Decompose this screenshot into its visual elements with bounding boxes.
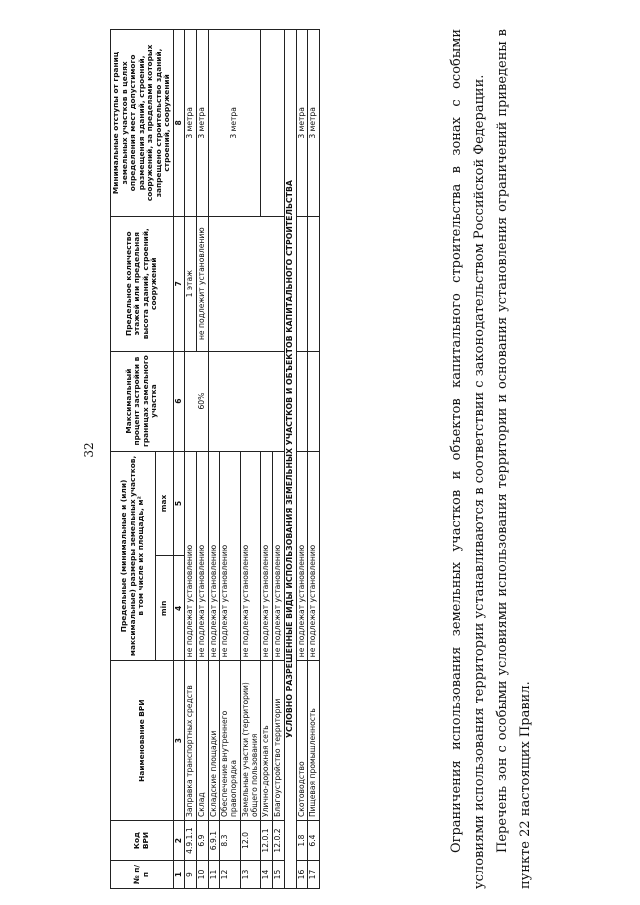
row-code: 12.0.2 [273, 821, 285, 861]
empty-cell [296, 351, 308, 451]
row-floors: 1 этаж [185, 216, 197, 351]
row-name: Складские площадки [208, 661, 220, 821]
row-size: не подлежат установлению [208, 451, 220, 661]
row-size: не подлежат установлению [296, 451, 308, 661]
empty-cell [261, 30, 284, 217]
row-num: 17 [308, 861, 320, 889]
row-floors: не подлежит установлению [197, 216, 209, 351]
table-row [296, 30, 308, 889]
row-num: 10 [197, 861, 209, 889]
header-size-max: max [155, 451, 173, 556]
table-row [208, 30, 220, 889]
row-code: 8.3 [220, 821, 240, 861]
row-size: не подлежат установлению [185, 451, 197, 661]
body-text [445, 29, 537, 889]
row-coverage: 60% [185, 351, 208, 451]
paragraph: Перечень зон с особыми условиями использования территории и основания установления ограничений приведены в пункте 22 настоящих Правил. [495, 29, 533, 889]
row-size: не подлежат установлению [197, 451, 209, 661]
row-size: не подлежат установлению [240, 451, 260, 661]
row-code: 6.9.1 [208, 821, 220, 861]
empty-cell [308, 351, 320, 451]
col-number: 4 [173, 556, 185, 661]
row-size: не подлежат установлению [220, 451, 240, 661]
permitted-use-table [110, 29, 320, 889]
header-code: Код ВРИ [111, 821, 174, 861]
column-numbers-row [173, 30, 185, 889]
table-row [261, 30, 273, 889]
row-setback: 3 метра [308, 30, 320, 217]
row-size: не подлежат установлению [261, 451, 273, 661]
row-size: не подлежат установлению [273, 451, 285, 661]
page-number: 32 [82, 442, 96, 458]
header-row [111, 30, 156, 889]
header-num: № п/п [111, 861, 174, 889]
col-number: 7 [173, 216, 185, 351]
row-name: Обеспечение внутреннего правопорядка [220, 661, 240, 821]
header-setbacks: Минимальные отступы от границ земельных участков в целях определения мест допустимого размещения зданий, строений, сооружений, за пределами которых запрещено строительство зданий, строений, сооружений [111, 30, 174, 217]
col-number: 2 [173, 821, 185, 861]
empty-cell [208, 216, 284, 351]
row-num: 14 [261, 861, 273, 889]
row-name: Пищевая промышленность [308, 661, 320, 821]
table-row [308, 30, 320, 889]
row-name: Благоустройство территории [273, 661, 285, 821]
section-title: УСЛОВНО РАЗРЕШЕННЫЕ ВИДЫ ИСПОЛЬЗОВАНИЯ ЗЕМЕЛЬНЫХ УЧАСТКОВ И ОБЪЕКТОВ КАПИТАЛЬНОГО СТРОИТЕЛЬСТВА [284, 30, 296, 889]
row-code: 4.9.1.1 [185, 821, 197, 861]
row-setback: 3 метра [185, 30, 197, 217]
header-size-group: Предельные (минимальные и (или) максимальные) размеры земельных участков, в том числе их площадь, м² [111, 451, 156, 661]
col-number: 1 [173, 861, 185, 889]
row-code: 1.8 [296, 821, 308, 861]
row-num: 16 [296, 861, 308, 889]
header-size-min: min [155, 556, 173, 661]
row-name: Скотоводство [296, 661, 308, 821]
table-row [197, 30, 209, 889]
empty-cell [308, 216, 320, 351]
row-num: 15 [273, 861, 285, 889]
row-setback: 3 метра [296, 30, 308, 217]
empty-cell [296, 216, 308, 351]
row-setback: 3 метра [197, 30, 209, 217]
row-num: 13 [240, 861, 260, 889]
row-num: 11 [208, 861, 220, 889]
rotated-page-content [40, 19, 610, 889]
row-code: 12.0 [240, 821, 260, 861]
row-name: Заправка транспортных средств [185, 661, 197, 821]
row-num: 9 [185, 861, 197, 889]
header-name: Наименование ВРИ [111, 661, 174, 821]
row-num: 12 [220, 861, 240, 889]
col-number: 6 [173, 351, 185, 451]
col-number: 3 [173, 661, 185, 821]
section-header-row [284, 30, 296, 889]
row-name: Земельные участки (территории) общего пользования [240, 661, 260, 821]
row-code: 12.0.1 [261, 821, 273, 861]
row-name: Улично-дорожная сеть [261, 661, 273, 821]
row-code: 6.9 [197, 821, 209, 861]
row-name: Склад [197, 661, 209, 821]
header-floors: Предельное количество этажей или предельная высота зданий, строений, сооружений [111, 216, 174, 351]
row-code: 6.4 [308, 821, 320, 861]
row-setback: 3 метра [208, 30, 261, 217]
col-number: 8 [173, 30, 185, 217]
col-number: 5 [173, 451, 185, 556]
header-coverage: Максимальный процент застройки в границах земельного участка [111, 351, 174, 451]
empty-cell [208, 351, 284, 451]
table-row [185, 30, 197, 889]
paragraph: Ограничения использования земельных участков и объектов капитального строительства в зонах с особыми условиями использования территории устанавливаются в соответствии с законодательством Российской Федерации. [449, 29, 487, 889]
row-size: не подлежат установлению [308, 451, 320, 661]
